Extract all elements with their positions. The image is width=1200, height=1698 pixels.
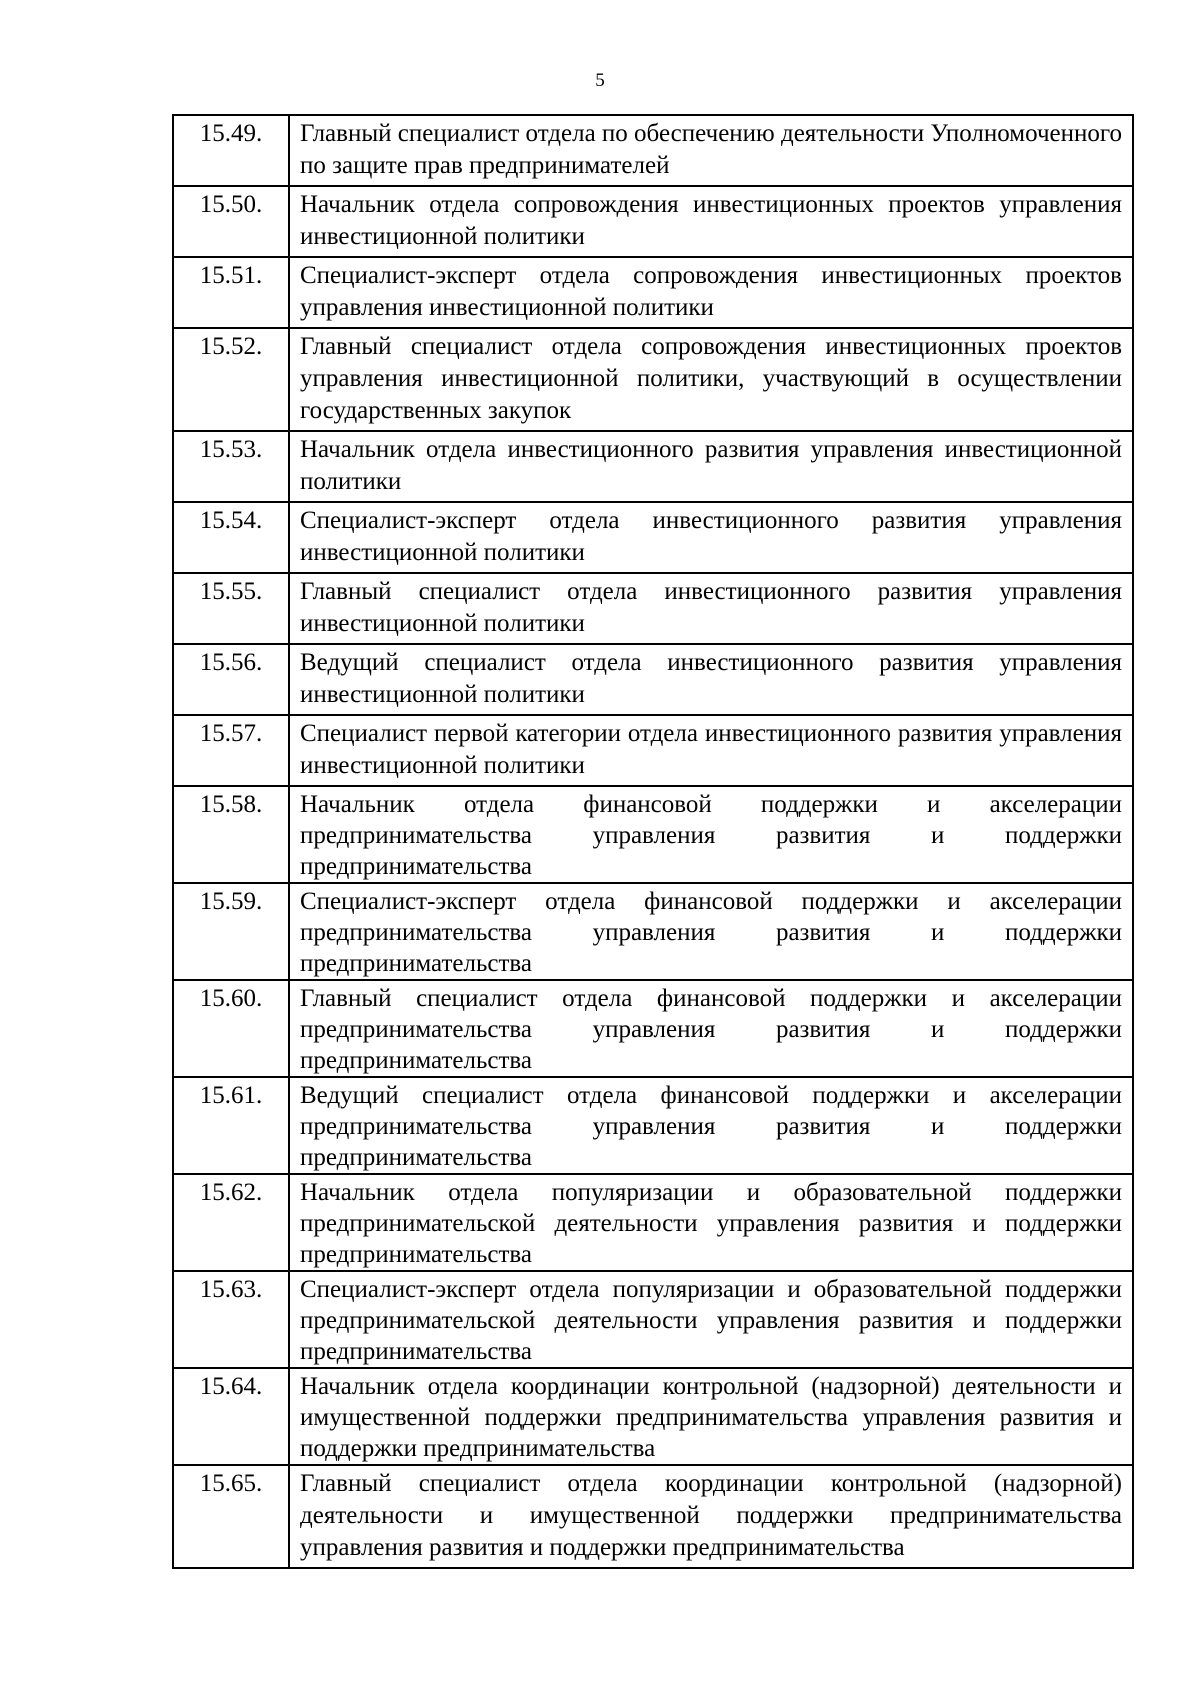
position-title: Главный специалист отдела инвестиционного развития управления инвестиционной политики (289, 573, 1133, 644)
position-title: Начальник отдела сопровождения инвестиционных проектов управления инвестиционной политики (289, 186, 1133, 257)
row-number: 15.62. (173, 1174, 289, 1271)
position-title: Специалист-эксперт отдела сопровождения инвестиционных проектов управления инвестиционной политики (289, 257, 1133, 328)
row-number: 15.56. (173, 644, 289, 715)
row-number: 15.57. (173, 715, 289, 786)
position-title: Начальник отдела финансовой поддержки и акселерации предпринимательства управления развития и поддержки предпринимательства (289, 786, 1133, 883)
position-title: Специалист первой категории отдела инвестиционного развития управления инвестиционной политики (289, 715, 1133, 786)
position-title: Специалист-эксперт отдела популяризации и образовательной поддержки предпринимательской деятельности управления развития и поддержки предпринимательства (289, 1271, 1133, 1368)
row-number: 15.65. (173, 1465, 289, 1568)
row-number: 15.54. (173, 502, 289, 573)
positions-table (172, 114, 1134, 1569)
row-number: 15.58. (173, 786, 289, 883)
row-number: 15.59. (173, 883, 289, 980)
row-number: 15.51. (173, 257, 289, 328)
position-title: Главный специалист отдела сопровождения инвестиционных проектов управления инвестиционной политики, участвующий в осуществлении государственных закупок (289, 328, 1133, 431)
table-row (173, 715, 1133, 786)
position-title: Специалист-эксперт отдела инвестиционного развития управления инвестиционной политики (289, 502, 1133, 573)
position-title: Начальник отдела инвестиционного развития управления инвестиционной политики (289, 431, 1133, 502)
table-row (173, 980, 1133, 1077)
table-row (173, 1271, 1133, 1368)
position-title: Главный специалист отдела координации контрольной (надзорной) деятельности и имущественной поддержки предпринимательства управления развития и поддержки предпринимательства (289, 1465, 1133, 1568)
table-row (173, 431, 1133, 502)
row-number: 15.50. (173, 186, 289, 257)
table-row (173, 644, 1133, 715)
table-row (173, 186, 1133, 257)
table-row (173, 786, 1133, 883)
page-number: 5 (595, 70, 605, 91)
table-row (173, 328, 1133, 431)
position-title: Главный специалист отдела по обеспечению деятельности Уполномоченного по защите прав предпринимателей (289, 115, 1133, 186)
table-row (173, 115, 1133, 186)
row-number: 15.49. (173, 115, 289, 186)
row-number: 15.52. (173, 328, 289, 431)
table-row (173, 573, 1133, 644)
position-title: Специалист-эксперт отдела финансовой поддержки и акселерации предпринимательства управления развития и поддержки предпринимательства (289, 883, 1133, 980)
table-row (173, 502, 1133, 573)
table-row (173, 257, 1133, 328)
table-row (173, 1077, 1133, 1174)
position-title: Ведущий специалист отдела инвестиционного развития управления инвестиционной политики (289, 644, 1133, 715)
row-number: 15.63. (173, 1271, 289, 1368)
table-row (173, 1465, 1133, 1568)
row-number: 15.53. (173, 431, 289, 502)
table-row (173, 1368, 1133, 1465)
position-title: Главный специалист отдела финансовой поддержки и акселерации предпринимательства управления развития и поддержки предпринимательства (289, 980, 1133, 1077)
position-title: Ведущий специалист отдела финансовой поддержки и акселерации предпринимательства управления развития и поддержки предпринимательства (289, 1077, 1133, 1174)
row-number: 15.64. (173, 1368, 289, 1465)
table-row (173, 883, 1133, 980)
row-number: 15.60. (173, 980, 289, 1077)
row-number: 15.55. (173, 573, 289, 644)
row-number: 15.61. (173, 1077, 289, 1174)
position-title: Начальник отдела популяризации и образовательной поддержки предпринимательской деятельности управления развития и поддержки предпринимательства (289, 1174, 1133, 1271)
position-title: Начальник отдела координации контрольной (надзорной) деятельности и имущественной поддержки предпринимательства управления развития и поддержки предпринимательства (289, 1368, 1133, 1465)
table-row (173, 1174, 1133, 1271)
